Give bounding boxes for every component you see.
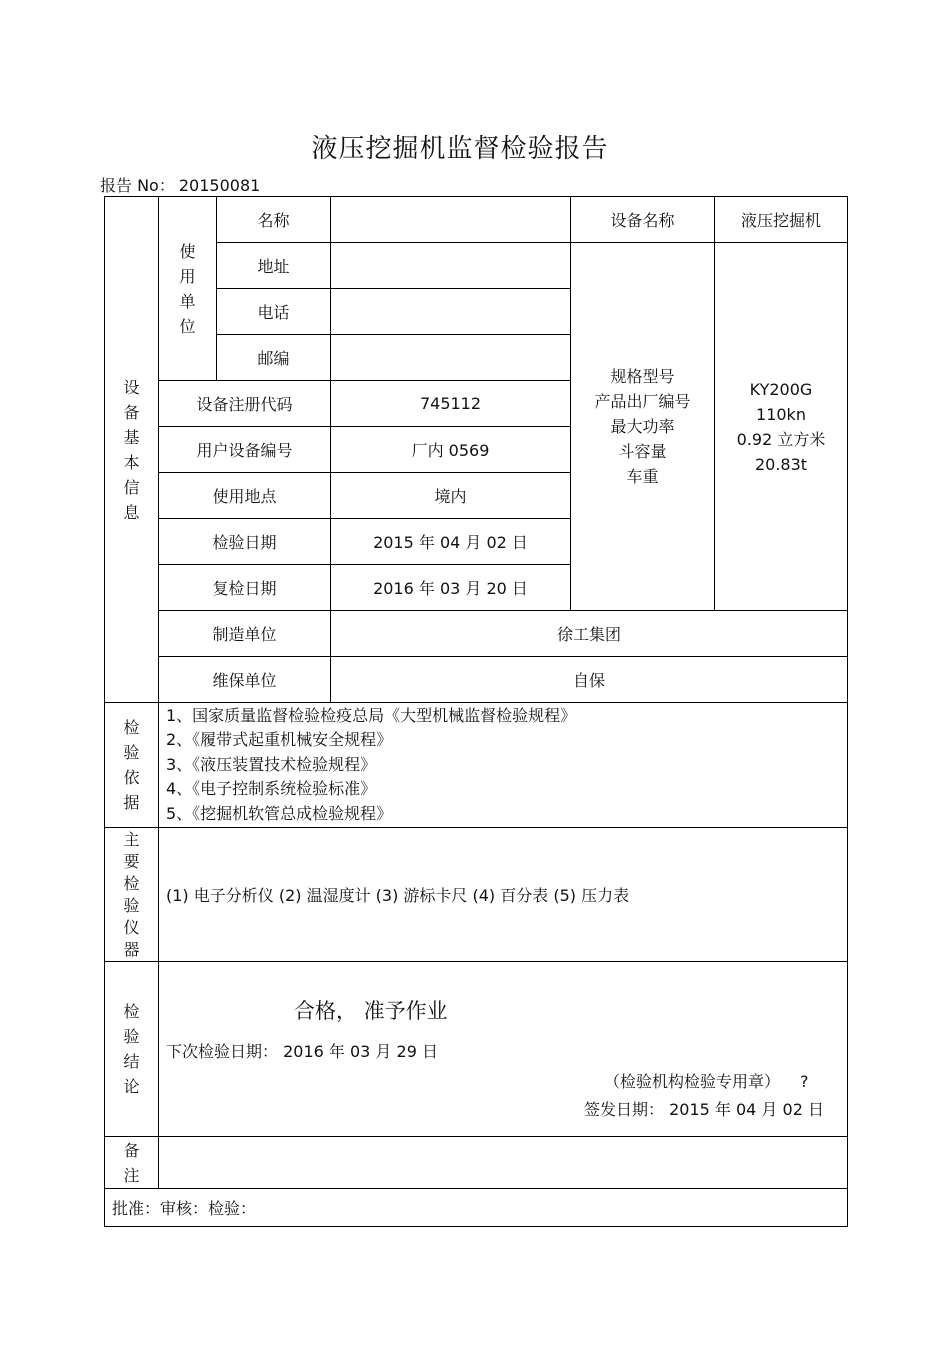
basis-item: 5、《挖掘机软管总成检验规程》 — [166, 803, 393, 823]
user-device-no-value: 厂内 0569 — [331, 427, 571, 473]
issue-date: 签发日期： 2015 年 04 月 02 日 — [584, 1099, 824, 1119]
address-value — [331, 243, 571, 289]
postcode-label: 邮编 — [217, 335, 331, 381]
basis-item: 3、《液压装置技术检验规程》 — [166, 754, 377, 774]
signoff-row: 批准：审核：检验： — [105, 1189, 848, 1227]
section-remarks: 备 注 — [105, 1137, 159, 1189]
name-value — [331, 197, 571, 243]
spec-values: KY200G 110kn 0.92 立方米 20.83t — [715, 243, 848, 611]
report-number-label: 报告 No： — [100, 176, 175, 195]
section-basic-info: 设 备 基 本 信 息 — [105, 197, 159, 703]
basis-list — [159, 703, 848, 828]
page-title: 液压挖掘机监督检验报告 — [311, 134, 609, 164]
maintenance-label: 维保单位 — [159, 657, 331, 703]
conclusion-cell — [159, 962, 848, 1137]
inspection-seal: （检验机构检验专用章） ? — [604, 1071, 809, 1091]
remarks-value — [159, 1137, 848, 1189]
user-unit-label: 使 用 单 位 — [159, 197, 217, 381]
device-name-value: 液压挖掘机 — [715, 197, 848, 243]
report-number — [100, 173, 264, 196]
use-location-label: 使用地点 — [159, 473, 331, 519]
user-device-no-label: 用户设备编号 — [159, 427, 331, 473]
inspect-date-value: 2015 年 04 月 02 日 — [331, 519, 571, 565]
instruments-list: (1) 电子分析仪 (2) 温湿度计 (3) 游标卡尺 (4) 百分表 (5) 压力表 — [159, 828, 848, 962]
reinspect-date-value: 2016 年 03 月 20 日 — [331, 565, 571, 611]
section-instruments: 主 要 检 验 仪 器 — [105, 828, 159, 962]
reinspect-date-label: 复检日期 — [159, 565, 331, 611]
reg-code-label: 设备注册代码 — [159, 381, 331, 427]
manufacturer-label: 制造单位 — [159, 611, 331, 657]
manufacturer-value: 徐工集团 — [331, 611, 848, 657]
spec-labels: 规格型号 产品出厂编号 最大功率 斗容量 车重 — [571, 243, 715, 611]
address-label: 地址 — [217, 243, 331, 289]
reg-code-value: 745112 — [331, 381, 571, 427]
section-basis: 检 验 依 据 — [105, 703, 159, 828]
use-location-value: 境内 — [331, 473, 571, 519]
section-conclusion: 检 验 结 论 — [105, 962, 159, 1137]
conclusion-result: 合格， 准予作业 — [294, 998, 448, 1023]
basis-item: 1、国家质量监督检验检疫总局《大型机械监督检验规程》 — [166, 705, 577, 725]
next-inspection-date: 下次检验日期： 2016 年 03 月 29 日 — [166, 1041, 438, 1061]
report-number-value: 20150081 — [178, 176, 261, 195]
phone-label: 电话 — [217, 289, 331, 335]
report-table — [104, 196, 848, 1227]
maintenance-value: 自保 — [331, 657, 848, 703]
basis-item: 2、《履带式起重机械安全规程》 — [166, 730, 393, 750]
name-label: 名称 — [217, 197, 331, 243]
inspect-date-label: 检验日期 — [159, 519, 331, 565]
basis-item: 4、《电子控制系统检验标准》 — [166, 779, 377, 799]
postcode-value — [331, 335, 571, 381]
phone-value — [331, 289, 571, 335]
device-name-label: 设备名称 — [571, 197, 715, 243]
